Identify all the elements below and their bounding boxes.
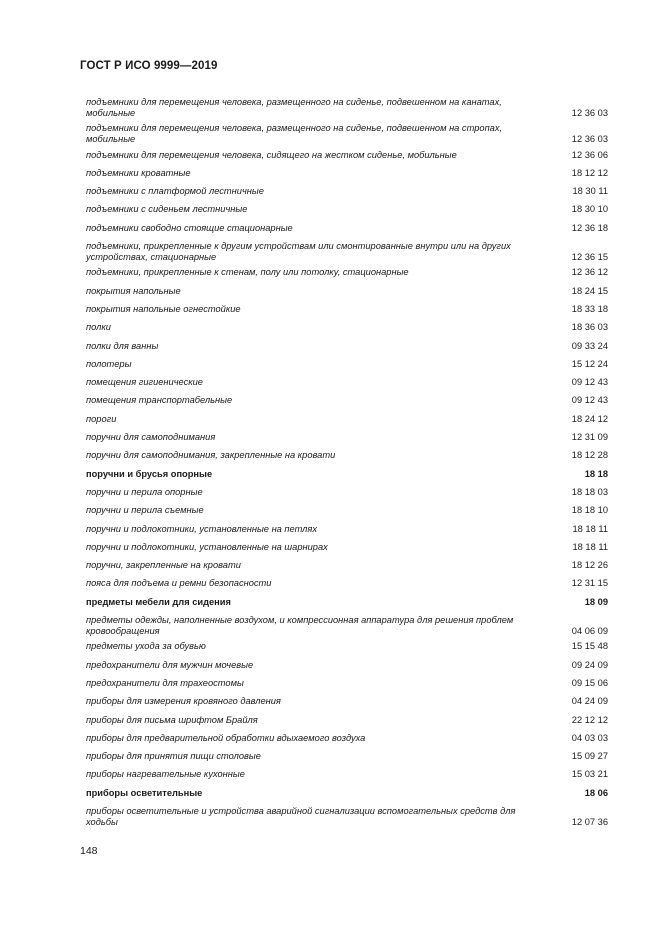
- index-entry: [86, 696, 608, 707]
- index-entry: [86, 450, 608, 461]
- entry-term: предохранители для трахеостомы: [86, 677, 244, 688]
- entry-term: помещения транспортабельные: [86, 395, 233, 406]
- entry-code: 18 18 11: [572, 523, 608, 534]
- entry-code: 12 36 18: [571, 222, 608, 233]
- index-entry: [86, 341, 608, 352]
- entry-term: приборы для письма шрифтом Брайля: [86, 714, 258, 725]
- entry-term: поручни, закрепленные на кровати: [86, 560, 241, 571]
- entry-code: 12 36 15: [571, 252, 608, 263]
- index-entry: [86, 597, 608, 608]
- entry-term: полки для ванны: [86, 340, 159, 351]
- entry-term: подъемники для перемещения человека, размещенного на сиденье, подвешенном на канатах, мобильные: [86, 97, 502, 118]
- entry-term: предохранители для мужчин мочевые: [86, 659, 254, 670]
- entry-term: покрытия напольные: [86, 285, 181, 296]
- index-entry: [86, 395, 608, 406]
- entry-code: 15 12 24: [571, 358, 608, 369]
- index-entry: [86, 615, 608, 637]
- entry-term: приборы для предварительной обработки вдыхаемого воздуха: [86, 732, 366, 743]
- document-header: ГОСТ Р ИСО 9999—2019: [80, 60, 218, 72]
- entry-code: 18 06: [584, 787, 608, 798]
- index-entry: [86, 204, 608, 215]
- entry-code: 18 12 26: [571, 560, 608, 571]
- entry-code: 15 09 27: [571, 751, 608, 762]
- entry-term: подъемники, прикрепленные к другим устройствам или смонтированные внутри или на других устройствах, стационарные: [86, 241, 511, 263]
- entry-code: 12 36 12: [571, 267, 608, 278]
- entry-code: 18 24 12: [571, 413, 608, 424]
- entry-code: 18 09: [584, 596, 608, 607]
- index-entry: [86, 168, 608, 179]
- entry-term: поручни и перила съемные: [86, 505, 204, 516]
- entry-code: 09 15 06: [571, 677, 608, 688]
- index-entry: [86, 641, 608, 652]
- entry-term: предметы мебели для сидения: [86, 596, 231, 607]
- entry-term: подъемники с платформой лестничные: [86, 186, 264, 197]
- entry-term: поручни для самоподнимания: [86, 432, 216, 443]
- entry-code: 18 33 18: [571, 303, 608, 314]
- index-entry: [86, 788, 608, 799]
- entry-code: 04 24 09: [571, 696, 608, 707]
- entry-code: 12 31 09: [571, 432, 608, 443]
- index-entry: [86, 432, 608, 443]
- entry-code: 18 30 11: [572, 186, 608, 197]
- entry-term: подъемники с сиденьем лестничные: [86, 204, 248, 215]
- index-entry: [86, 560, 608, 571]
- index-entries: [86, 97, 608, 828]
- entry-code: 12 36 03: [571, 108, 608, 118]
- entry-code: 18 18 11: [572, 541, 608, 552]
- index-entry: [86, 322, 608, 333]
- index-entry: [86, 660, 608, 671]
- entry-term: подъемники кроватные: [86, 167, 191, 178]
- index-entry: [86, 578, 608, 589]
- index-entry: [86, 377, 608, 388]
- entry-code: 15 03 21: [571, 769, 608, 780]
- entry-code: 18 36 03: [571, 322, 608, 333]
- page-number: 148: [80, 845, 98, 857]
- entry-term: поручни и перила опорные: [86, 486, 203, 497]
- entry-term: поручни и подлокотники, установленные на шарнирах: [86, 541, 328, 552]
- index-entry: [86, 186, 608, 197]
- entry-term: покрытия напольные огнестойкие: [86, 303, 241, 314]
- entry-term: помещения гигиенические: [86, 377, 203, 388]
- index-entry: [86, 414, 608, 425]
- entry-code: 18 12 12: [571, 167, 608, 178]
- entry-code: 18 24 15: [571, 285, 608, 296]
- index-entry: [86, 150, 608, 161]
- entry-code: 22 12 12: [571, 714, 608, 725]
- index-entry: [86, 487, 608, 498]
- index-entry: [86, 678, 608, 689]
- entry-term: приборы для измерения кровяного давления: [86, 696, 281, 707]
- entry-code: 18 12 28: [571, 450, 608, 461]
- index-entry: [86, 304, 608, 315]
- entry-code: 04 03 03: [571, 732, 608, 743]
- index-entry: [86, 223, 608, 234]
- index-entry: [86, 524, 608, 535]
- entry-code: 09 12 43: [571, 395, 608, 406]
- entry-code: 09 33 24: [571, 340, 608, 351]
- entry-code: 15 15 48: [571, 641, 608, 652]
- entry-term: подъемники для перемещения человека, размещенного на сиденье, подвешенном на стропах, мобильные: [86, 123, 503, 145]
- entry-code: 12 36 06: [571, 149, 608, 160]
- entry-code: 09 24 09: [571, 659, 608, 670]
- index-entry: [86, 806, 608, 828]
- index-entry: [86, 733, 608, 744]
- entry-term: подъемники, прикрепленные к стенам, полу или потолку, стационарные: [86, 267, 409, 278]
- index-entry: [86, 286, 608, 297]
- index-entry: [86, 751, 608, 762]
- index-entry: [86, 359, 608, 370]
- entry-term: поручни и брусья опорные: [86, 468, 213, 479]
- entry-term: полки: [86, 322, 111, 333]
- entry-term: приборы осветительные: [86, 787, 203, 798]
- entry-code: 18 30 10: [571, 204, 608, 215]
- entry-term: полотеры: [86, 358, 132, 369]
- entry-term: предметы одежды, наполненные воздухом, и компрессионная аппаратура для решения проблем кровообращения: [86, 615, 514, 637]
- index-entry: [86, 97, 608, 119]
- entry-code: 18 18 03: [571, 486, 608, 497]
- entry-term: приборы для принятия пищи столовые: [86, 751, 261, 762]
- index-entry: [86, 469, 608, 480]
- index-entry: [86, 241, 608, 263]
- entry-term: пояса для подъема и ремни безопасности: [86, 578, 272, 589]
- entry-code: 18 18 10: [571, 505, 608, 516]
- index-entry: [86, 505, 608, 516]
- entry-term: поручни и подлокотники, установленные на петлях: [86, 523, 318, 534]
- entry-term: приборы осветительные и устройства аварийной сигнализации вспомогательных средств для ходьбы: [86, 805, 516, 827]
- entry-term: приборы нагревательные кухонные: [86, 769, 245, 780]
- entry-code: 09 12 43: [571, 377, 608, 388]
- entry-term: подъемники для перемещения человека, сидящего на жестком сиденье, мобильные: [86, 149, 457, 160]
- index-entry: [86, 769, 608, 780]
- index-entry: [86, 715, 608, 726]
- index-entry: [86, 267, 608, 278]
- entry-code: 18 18: [584, 468, 608, 479]
- index-entry: [86, 542, 608, 553]
- entry-code: 12 36 03: [571, 134, 608, 145]
- entry-term: подъемники свободно стоящие стационарные: [86, 222, 293, 233]
- entry-term: поручни для самоподнимания, закрепленные на кровати: [86, 450, 336, 461]
- entry-code: 04 06 09: [571, 626, 608, 637]
- entry-code: 12 07 36: [571, 816, 608, 827]
- entry-term: предметы ухода за обувью: [86, 641, 206, 652]
- index-entry: [86, 123, 608, 145]
- entry-code: 12 31 15: [571, 578, 608, 589]
- entry-term: пороги: [86, 413, 117, 424]
